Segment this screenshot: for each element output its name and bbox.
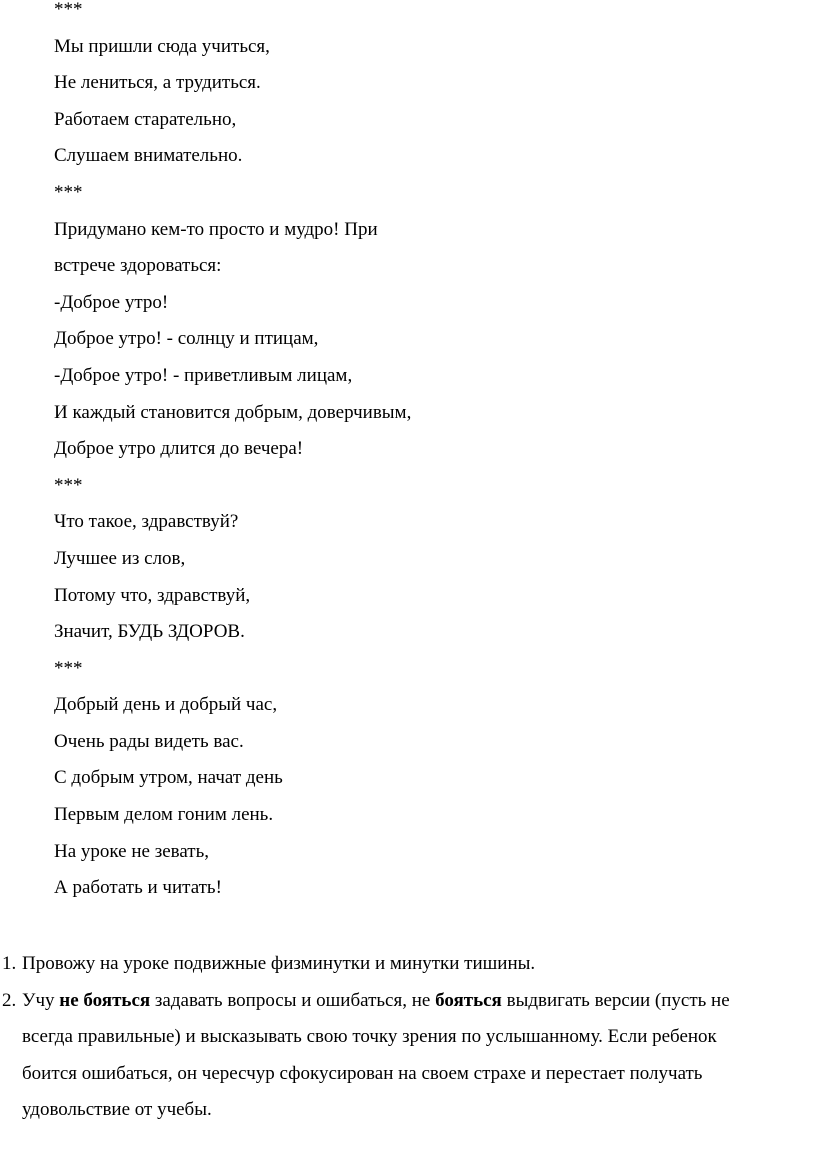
poem-line: Доброе утро длится до вечера! bbox=[54, 438, 304, 460]
list-item-number: 2. bbox=[2, 989, 17, 1011]
poem-line: *** bbox=[54, 181, 83, 203]
numbered-list bbox=[0, 946, 816, 1129]
poem-line: Потому что, здравствуй, bbox=[54, 584, 251, 606]
text-run: задавать вопросы и ошибаться, не bbox=[150, 989, 436, 1011]
bold-text: не бояться bbox=[59, 989, 151, 1011]
poem-line: *** bbox=[54, 0, 83, 20]
poem-line: Что такое, здравствуй? bbox=[54, 511, 239, 533]
list-item-text-row bbox=[22, 983, 816, 1020]
poem-line: Лучшее из слов, bbox=[54, 547, 186, 569]
text-run: выдвигать версии (пусть не bbox=[501, 989, 730, 1011]
poem-line: И каждый становится добрым, доверчивым, bbox=[54, 401, 412, 423]
poem-line: Доброе утро! - солнцу и птицам, bbox=[54, 328, 319, 350]
list-item-text-row: Провожу на уроке подвижные физминутки и минутки тишины. bbox=[22, 953, 536, 974]
poem-line: -Доброе утро! bbox=[54, 291, 169, 313]
bold-text: бояться bbox=[435, 989, 502, 1011]
poem-line: -Доброе утро! - приветливым лицам, bbox=[54, 364, 353, 386]
poem-line: С добрым утром, начат день bbox=[54, 767, 283, 789]
poem-line: На уроке не зевать, bbox=[54, 840, 210, 862]
list-item-number: 1. bbox=[2, 953, 17, 974]
list-item-text-row: боится ошибаться, он чересчур сфокусирован на своем страхе и перестает получать bbox=[22, 1062, 703, 1084]
poem-line: Не лениться, а трудиться. bbox=[54, 72, 261, 94]
poem-line: Придумано кем-то просто и мудро! При bbox=[54, 218, 378, 240]
poem-line: Добрый день и добрый час, bbox=[54, 694, 278, 716]
poem-line: Слушаем внимательно. bbox=[54, 145, 243, 167]
list-item-text-row: удовольствие от учебы. bbox=[22, 1099, 212, 1120]
poem-line: А работать и читать! bbox=[54, 877, 222, 899]
poem-line: Значит, БУДЬ ЗДОРОВ. bbox=[54, 621, 245, 643]
poem-line: Мы пришли сюда учиться, bbox=[54, 35, 270, 57]
list-item bbox=[0, 983, 816, 1129]
text-run: Учу bbox=[22, 989, 60, 1011]
poem-line: *** bbox=[54, 474, 83, 496]
list-item-text bbox=[22, 983, 816, 1129]
poem-line: Очень рады видеть вас. bbox=[54, 730, 244, 752]
poem-line: *** bbox=[54, 657, 83, 679]
list-item-text bbox=[22, 946, 816, 983]
list-item-text-row: всегда правильные) и высказывать свою точку зрения по услышанному. Если ребенок bbox=[22, 1026, 717, 1047]
poem-line: Работаем старательно, bbox=[54, 108, 237, 130]
list-item bbox=[0, 946, 816, 983]
poem-block bbox=[54, 0, 411, 907]
poem-line: Первым делом гоним лень. bbox=[54, 804, 274, 826]
poem-line: встрече здороваться: bbox=[54, 255, 222, 277]
